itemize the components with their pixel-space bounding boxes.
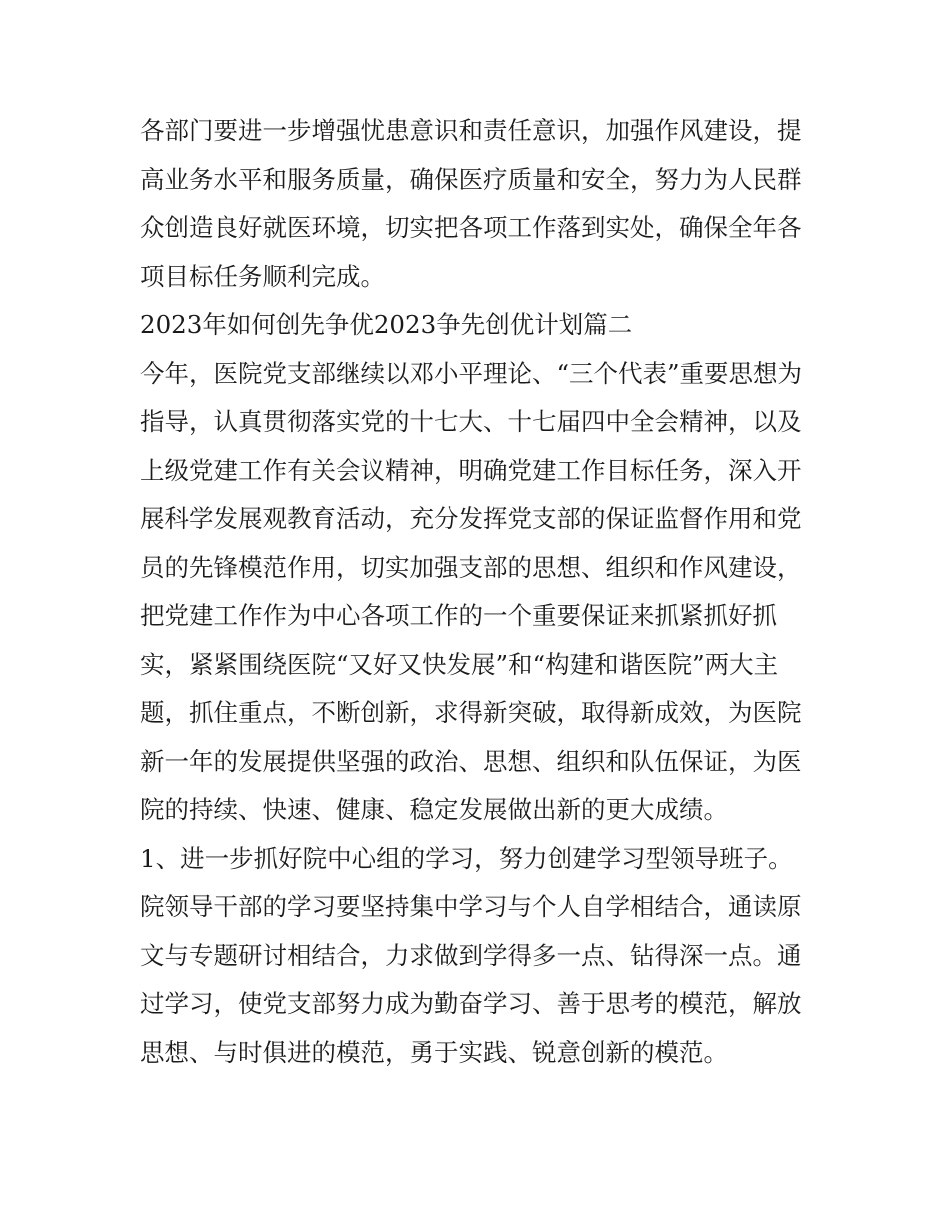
text-line: 实，紧紧围绕医院“又好又快发展”和“构建和谐医院”两大主 (140, 649, 779, 679)
text-line: 指导，认真贯彻落实党的十七大、十七届四中全会精神，以及 (140, 407, 802, 436)
text-line: 上级党建工作有关会议精神，明确党建工作目标任务，深入开 (140, 455, 802, 485)
text-line: 展科学发展观教育活动，充分发挥党支部的保证监督作用和党 (140, 504, 802, 533)
numbered-item-heading: 1、进一步抓好院中心组的学习，努力创建学习型领导班子。 (140, 843, 793, 873)
text-line: 把党建工作作为中心各项工作的一个重要保证来抓紧抓好抓 (140, 601, 777, 630)
text-line: 众创造良好就医环境，切实把各项工作落到实处，确保全年各 (140, 213, 802, 242)
text-line: 院领导干部的学习要坚持集中学习与个人自学相结合，通读原 (140, 892, 802, 921)
text-line: 高业务水平和服务质量，确保医疗质量和安全，努力为人民群 (140, 164, 802, 194)
document-body (140, 107, 840, 1077)
text-line: 题，抓住重点，不断创新，求得新突破，取得新成效，为医院 (140, 698, 802, 727)
text-line: 文与专题研讨相结合，力求做到学得多一点、钻得深一点。通 (140, 940, 802, 970)
text-line: 过学习，使党支部努力成为勤奋学习、善于思考的模范，解放 (140, 989, 802, 1018)
text-line: 院的持续、快速、健康、稳定发展做出新的更大成绩。 (140, 795, 728, 824)
text-line: 各部门要进一步增强忧患意识和责任意识，加强作风建设，提 (140, 116, 802, 145)
text-line: 员的先锋模范作用，切实加强支部的思想、组织和作风建设， (140, 552, 802, 582)
section-heading: 2023年如何创先争优2023争先创优计划篇二 (140, 310, 633, 339)
text-line: 思想、与时俱进的模范，勇于实践、锐意创新的模范。 (140, 1037, 728, 1067)
text-line: 项目标任务顺利完成。 (140, 261, 385, 291)
text-line: 新一年的发展提供坚强的政治、思想、组织和队伍保证，为医 (140, 746, 802, 776)
text-line: 今年，医院党支部继续以邓小平理论、“三个代表”重要思想为 (140, 358, 803, 388)
